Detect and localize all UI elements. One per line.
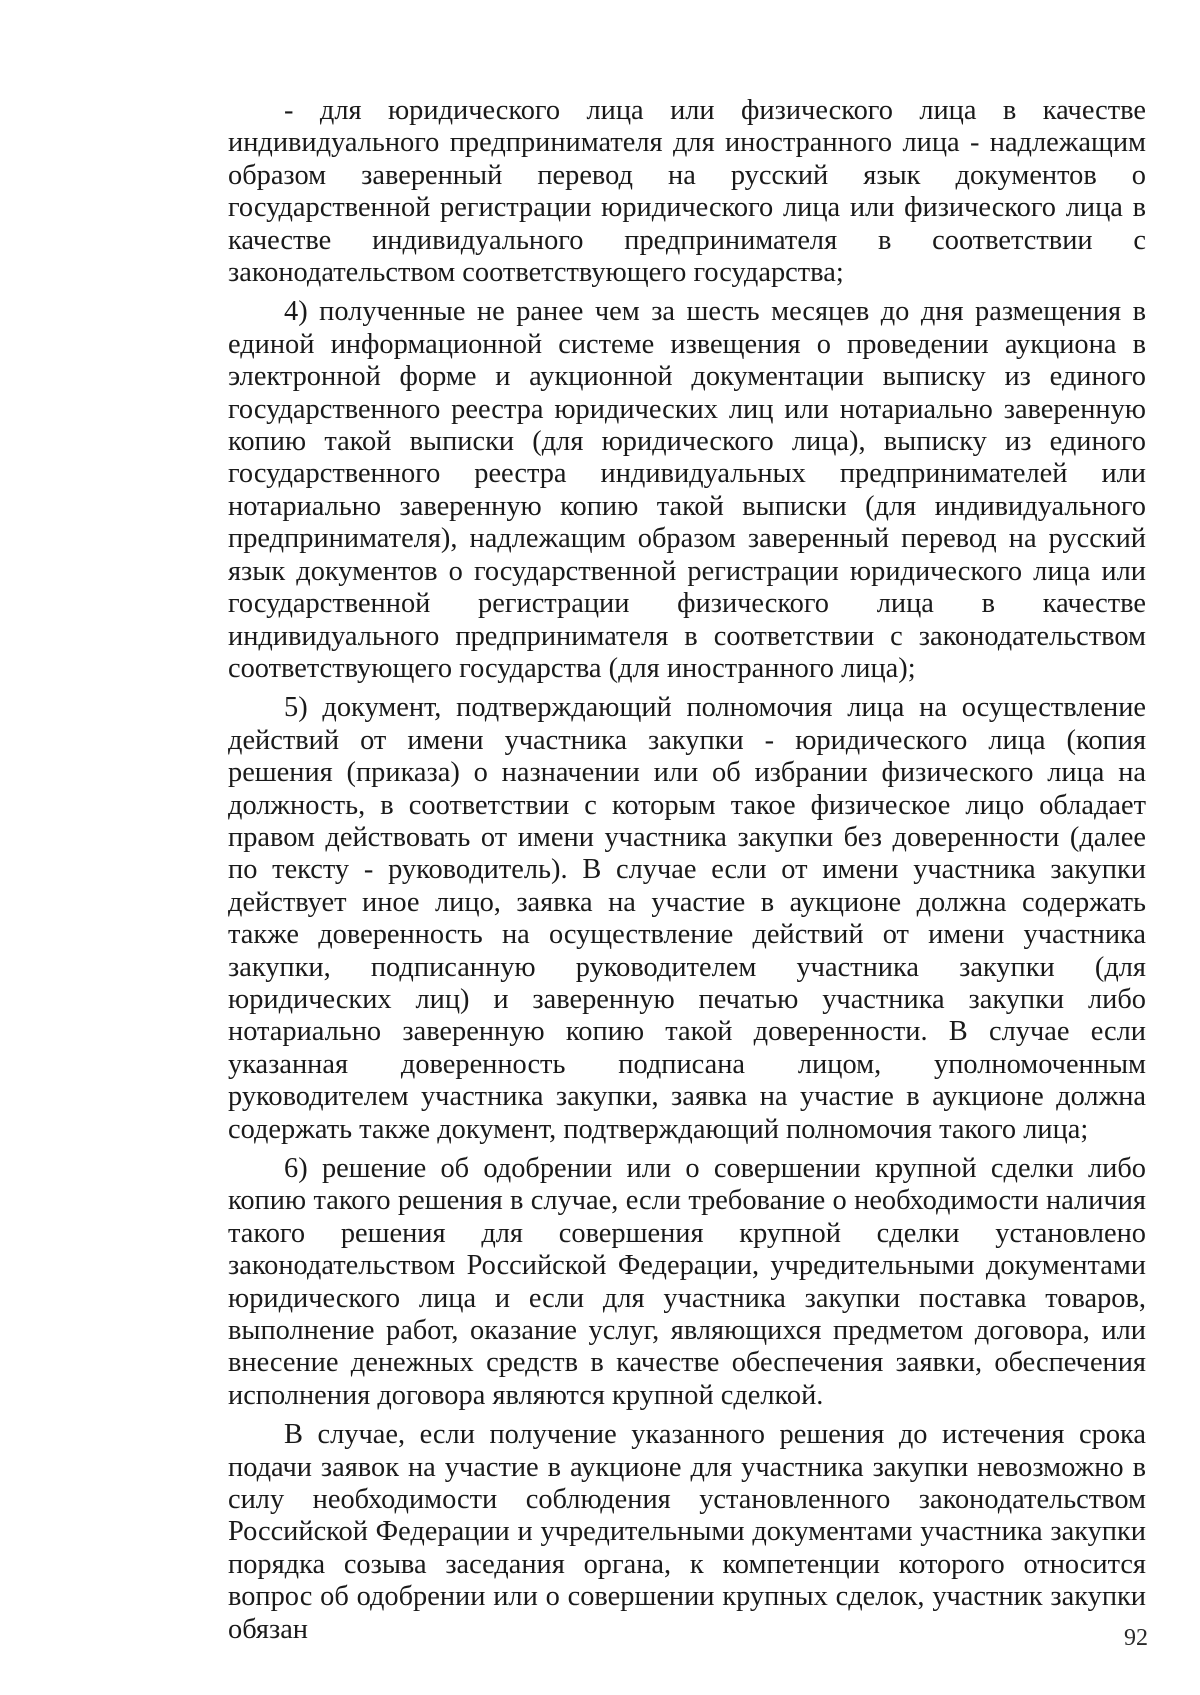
paragraph-item-5-authority-document: 5) документ, подтверждающий полномочия лица на осуществление действий от имени участника закупки - юридического лица (копия решения (приказа) о назначении или об избрании физического лица на должность, в соответствии с которым такое физическое лицо обладает правом действовать от имени участника закупки без доверенности (далее по тексту - руководитель). В случае если от имени участника закупки действует иное лицо, заявка на участие в аукционе должна содержать также доверенность на осуществление действий от имени участника закупки, подписанную руководителем участника закупки (для юридических лиц) и заверенную печатью участника закупки либо нотариально заверенную копию такой доверенности. В случае если указанная доверенность подписана лицом, уполномоченным руководителем участника закупки, заявка на участие в аукционе должна содержать также документ, подтверждающий полномочия такого лица; [228, 692, 1146, 1145]
paragraph-decision-unavailable: В случае, если получение указанного решения до истечения срока подачи заявок на участие в аукционе для участника закупки невозможно в силу необходимости соблюдения установленного законодательством Российской Федерации и учредительными документами участника закупки порядка созыва заседания органа, к компетенции которого относится вопрос об одобрении или о совершении крупных сделок, участник закупки обязан [228, 1419, 1146, 1645]
document-body [228, 95, 1146, 1653]
paragraph-item-6-major-transaction: 6) решение об одобрении или о совершении крупной сделки либо копию такого решения в случае, если требование о необходимости наличия такого решения для совершения крупной сделки установлено законодательством Российской Федерации, учредительными документами юридического лица и если для участника закупки поставка товаров, выполнение работ, оказание услуг, являющихся предметом договора, или внесение денежных средств в качестве обеспечения заявки, обеспечения исполнения договора являются крупной сделкой. [228, 1153, 1146, 1411]
page-number: 92 [1124, 1625, 1148, 1651]
paragraph-item-4-registry-extract: 4) полученные не ранее чем за шесть месяцев до дня размещения в единой информационной системе извещения о проведении аукциона в электронной форме и аукционной документации выписку из единого государственного реестра юридических лиц или нотариально заверенную копию такой выписки (для юридического лица), выписку из единого государственного реестра индивидуальных предпринимателей или нотариально заверенную копию такой выписки (для индивидуального предпринимателя), надлежащим образом заверенный перевод на русский язык документов о государственной регистрации юридического лица или государственной регистрации физического лица в качестве индивидуального предпринимателя в соответствии с законодательством соответствующего государства (для иностранного лица); [228, 296, 1146, 684]
paragraph-foreign-entity-documents: - для юридического лица или физического лица в качестве индивидуального предпринимателя для иностранного лица - надлежащим образом заверенный перевод на русский язык документов о государственной регистрации юридического лица или физического лица в качестве индивидуального предпринимателя в соответствии с законодательством соответствующего государства; [228, 95, 1146, 289]
